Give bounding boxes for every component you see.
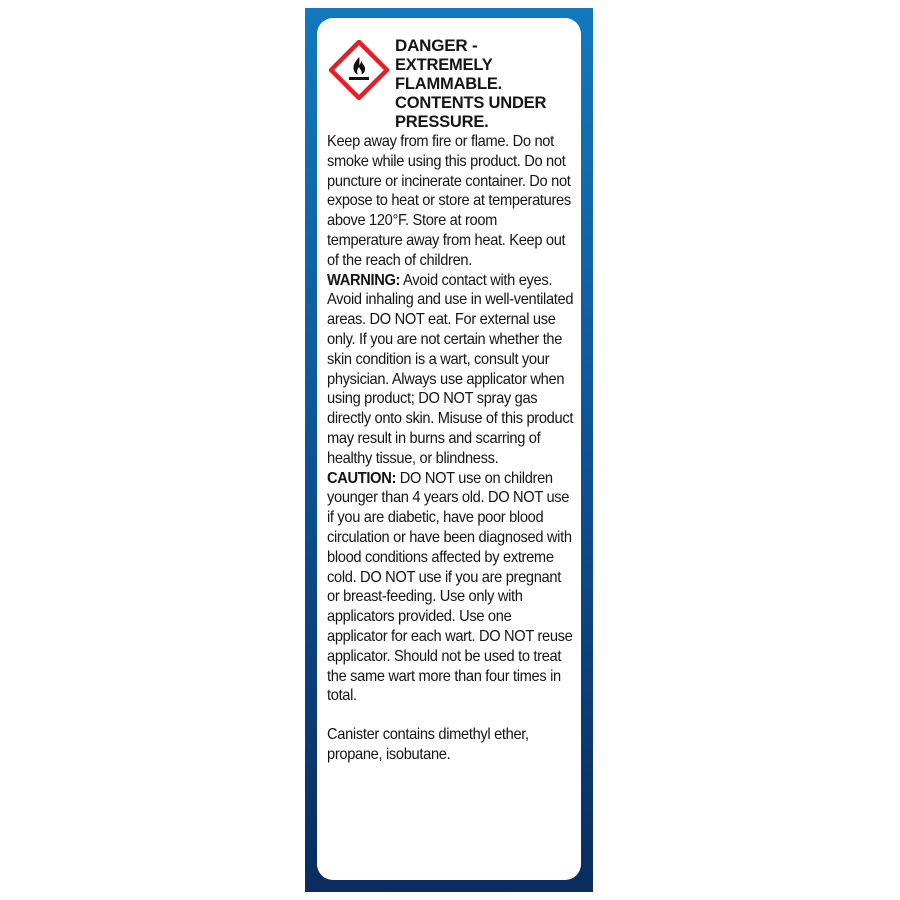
section-gap [327,706,571,725]
label-header [327,36,571,132]
danger-detail: EXTREMELY FLAMMABLE. CONTENTS UNDER PRESSURE. [395,56,547,131]
flammable-hazard-icon [329,40,389,100]
label-panel [305,8,593,892]
danger-headline [395,36,571,132]
danger-word: DANGER - [395,36,478,55]
caution-label: CAUTION: [327,469,397,487]
intro-text: Keep away from fire or flame. Do not smoke while using this product. Do not puncture or incinerate container. Do not expose to heat or store at temperatures above 120°F. Store at room temperature away from heat. Keep out of the reach of children. [327,133,571,269]
warning-text: Avoid contact with eyes. Avoid inhaling and use in well-ventilated areas. DO NOT eat. For external use only. If you are not certain whether the skin condition is a wart, consult your physician. Always use applicator when using product; DO NOT spray gas directly onto skin. Misuse of this product may result in burns and scarring of healthy tissue, or blindness. [327,271,574,467]
warning-label: WARNING: [327,271,401,289]
warning-card [317,18,581,880]
intro-paragraph [327,132,573,706]
contents-text: Canister contains dimethyl ether, propane, isobutane. [327,726,529,763]
contents-paragraph [327,725,573,765]
caution-text: DO NOT use on children younger than 4 years old. DO NOT use if you are diabetic, have poor blood circulation or have been diagnosed with blood conditions affected by extreme cold. DO NOT use if you are pregnant or breast-feeding. Use only with applicators provided. Use one applicator for each wart. DO NOT reuse applicator. Should not be used to treat the same wart more than four times in total. [327,469,573,705]
